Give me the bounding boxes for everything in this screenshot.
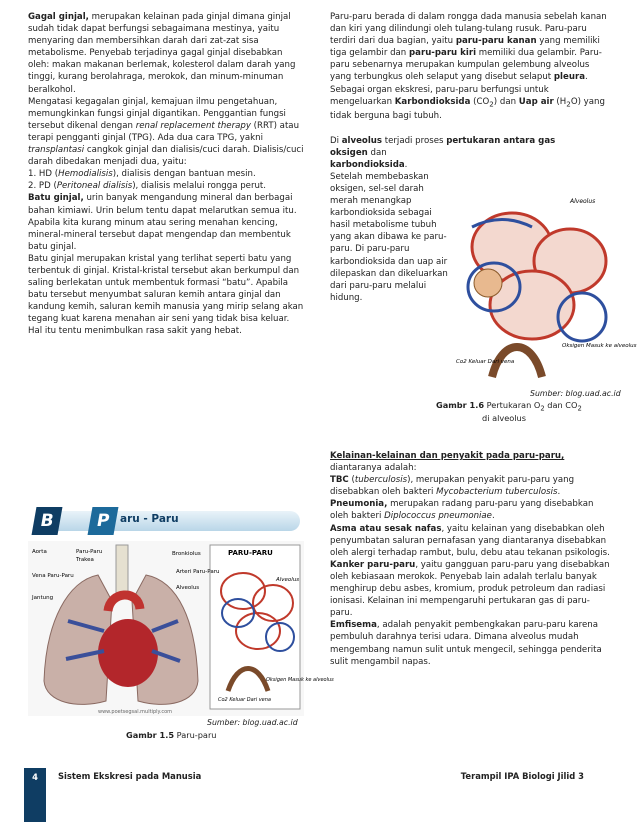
paragraph-batu-ginjal-2: Batu ginjal merupakan kristal yang terlihat seperti batu yang terbentuk di ginjal. Kristal-kristal tersebut akan berkumpul dan saling berlekatan untuk membentuk formasi “batu”. Apabila batu tersebut menyumbat saluran kemih antara ginjal dan kandung kemih, saluran kemih manusia yang mirip selang akan tegang kuat karena menahan air seni yang tidak bisa keluar. Hal itu tentu menimbulkan rasa sakit yang hebat. [28,253,304,337]
page-footer [24,768,620,786]
label-trakea: Trakea [76,557,94,563]
diseases-intro: diantaranya adalah: [330,463,417,474]
list-item-pneumonia: Pneumonia, merupakan radang paru-paru yang disebabkan oleh bakteri Diplococcus pneumoniae. [330,499,594,522]
label-alveolus-small: Alveolus [176,585,200,591]
paragraph-alveolus: Di alveolus terjadi proses pertukaran antara gas oksigen dan karbondioksida. [330,135,556,170]
label-box-title: PARU-PARU [228,549,273,557]
footer-book-title: Terampil IPA Biologi Jilid 3 [460,771,584,781]
label-o2: Oksigen Masuk ke alveolus [562,343,637,349]
list-item: 1. HD (Hemodialisis), dialisis dengan bantuan mesin. [28,169,256,180]
paragraph-metabolisme: Setelah membebaskan oksigen, sel-sel darah merah menangkap karbondioksida sebagai hasil metabolisme tubuh yang akan dibawa ke paru-paru. Di paru-paru karbondioksida dan uap air dilepaskan dan dikeluarkan dari paru-paru melalui hidung. [330,171,448,303]
figure1-caption: Gambr 1.5 Paru-paru [126,730,217,740]
paragraph-batu-ginjal: Batu ginjal, urin banyak mengandung mineral dan berbagai bahan kimiawi. Urin belum tentu dapat melarutkan semua itu. Apabila kita kurang minum atau sering menahan kencing, mineral-mineral tersebut dapat mengendap dan membentuk batu ginjal. [28,193,297,252]
label-o2: Oksigen Masuk ke alveolus [266,677,334,683]
section-title: aru - Paru [120,513,179,525]
list-item-asma: Asma atau sesak nafas, yaitu kelainan yang disebabkan oleh penyumbatan saluran pernafasan yang diantaranya disebabkan oleh alergi terhadap rambut, bulu, debu atau tekanan psikologis. [330,523,610,558]
list-item-tbc: TBC (tuberculosis), merupakan penyakit paru-paru yang disebabkan oleh bakteri Mycobacterium tuberculosis. [330,475,575,498]
label-paru: Paru-Paru [76,549,103,555]
list-item-emfisema: Emfisema, adalah penyakit pembengkakan paru-paru karena pembuluh darahnya terisi udara. Dimana alveolus mudah mengembang namun sulit untuk mengecil, sehingga penderita sulit mengambil napas. [330,620,602,667]
section-title-initial: P [88,507,119,535]
label-arteri: Arteri Paru-Paru [176,569,220,575]
left-column [28,11,304,338]
label-aorta: Aorta [32,549,47,555]
alveolus-illustration [452,187,637,383]
lungs-illustration [28,541,334,716]
alveolus-figure [452,187,637,383]
list-item-kanker: Kanker paru-paru, yaitu gangguan paru-paru yang disebabkan oleh kebiasaan merokok. Penyebab lain adalah terlalu banyak menghirup debu asbes, kromium, produk petroleum dan radiasi ionisasi. Kelainan ini mempengaruhi pertukaran gas di paru-paru. [330,559,610,619]
diseases-heading: Kelainan-kelainan dan penyakit pada paru-paru, [330,451,565,461]
label-jantung: Jantung [32,595,54,601]
label-vena: Vena Paru-Paru [32,573,74,579]
section-banner [28,507,300,537]
right-column-lower [330,450,612,668]
label-co2: Co2 Keluar Dari vena [456,359,515,365]
label-co2: Co2 Keluar Dari vena [218,697,271,703]
figure-url: www.poetsegsal.multiply.com [98,709,173,715]
list-item: 2. PD (Peritoneal dialisis), dialisis melalui rongga perut. [28,181,267,192]
paragraph-paru-paru: Paru-paru berada di dalam rongga dada manusia sebelah kanan dan kiri yang dilindungi oleh tulang-tulang rusuk. Paru-paru terdiri dari dua bagian, yaitu paru-paru kanan yang memiliki tiga gelambir dan paru-paru kiri memiliki dua gelambir. Paru-paru sebenarnya merupakan kumpulan gelembung alveolus yang terbungkus oleh selaput yang disebut selaput pleura. Sebagai organ ekskresi, paru-paru berfungsi untuk mengeluarkan Karbondioksida $(CO_2)$ dan Uap air $(H_2O)$ yang tidak berguna bagi tubuh. [330,12,607,122]
section-letter: B [32,507,63,535]
lungs-figure [28,541,334,716]
figure2-source: Sumber: blog.uad.ac.id [530,389,621,398]
footer-chapter: Sistem Ekskresi pada Manusia [58,771,202,781]
paragraph-mengatasi: Mengatasi kegagalan ginjal, kemajuan ilmu pengetahuan, memungkinkan fungsi ginjal digantikan. Penggantian fungsi tersebut dikenal dengan renal replacement therapy (RRT) atau terapi pengganti ginjal (TPG). Ada dua cara TPG, yakni transplantasi cangkok ginjal dan dialisis/cuci darah. Dialisis/cuci darah dibedakan menjadi dua, yaitu: [28,96,304,168]
label-bronkiolus: Bronkiolus [172,551,201,557]
figure1-source: Sumber: blog.uad.ac.id [207,718,298,727]
label-alveolus: Alveolus [570,198,596,205]
page-number: 4 [24,768,46,822]
figure2-caption: Gambr 1.6 Pertukaran $O_2$ dan $CO_2$ di alveolus [436,400,582,423]
label-alveolus: Alveolus [276,577,300,583]
paragraph-gagal-ginjal: Gagal ginjal, merupakan kelainan pada ginjal dimana ginjal sudah tidak dapat berfungsi sebagaimana mestinya, yaitu menyaring dan membersihkan darah dari zat-zat sisa metabolisme. Penyebab terjadinya gagal ginjal disebabkan oleh: makan makanan berlemak, kolesterol dalam darah yang tinggi, kurang berolahraga, merokok, dan minum-minuman beralkohol. [28,12,296,95]
